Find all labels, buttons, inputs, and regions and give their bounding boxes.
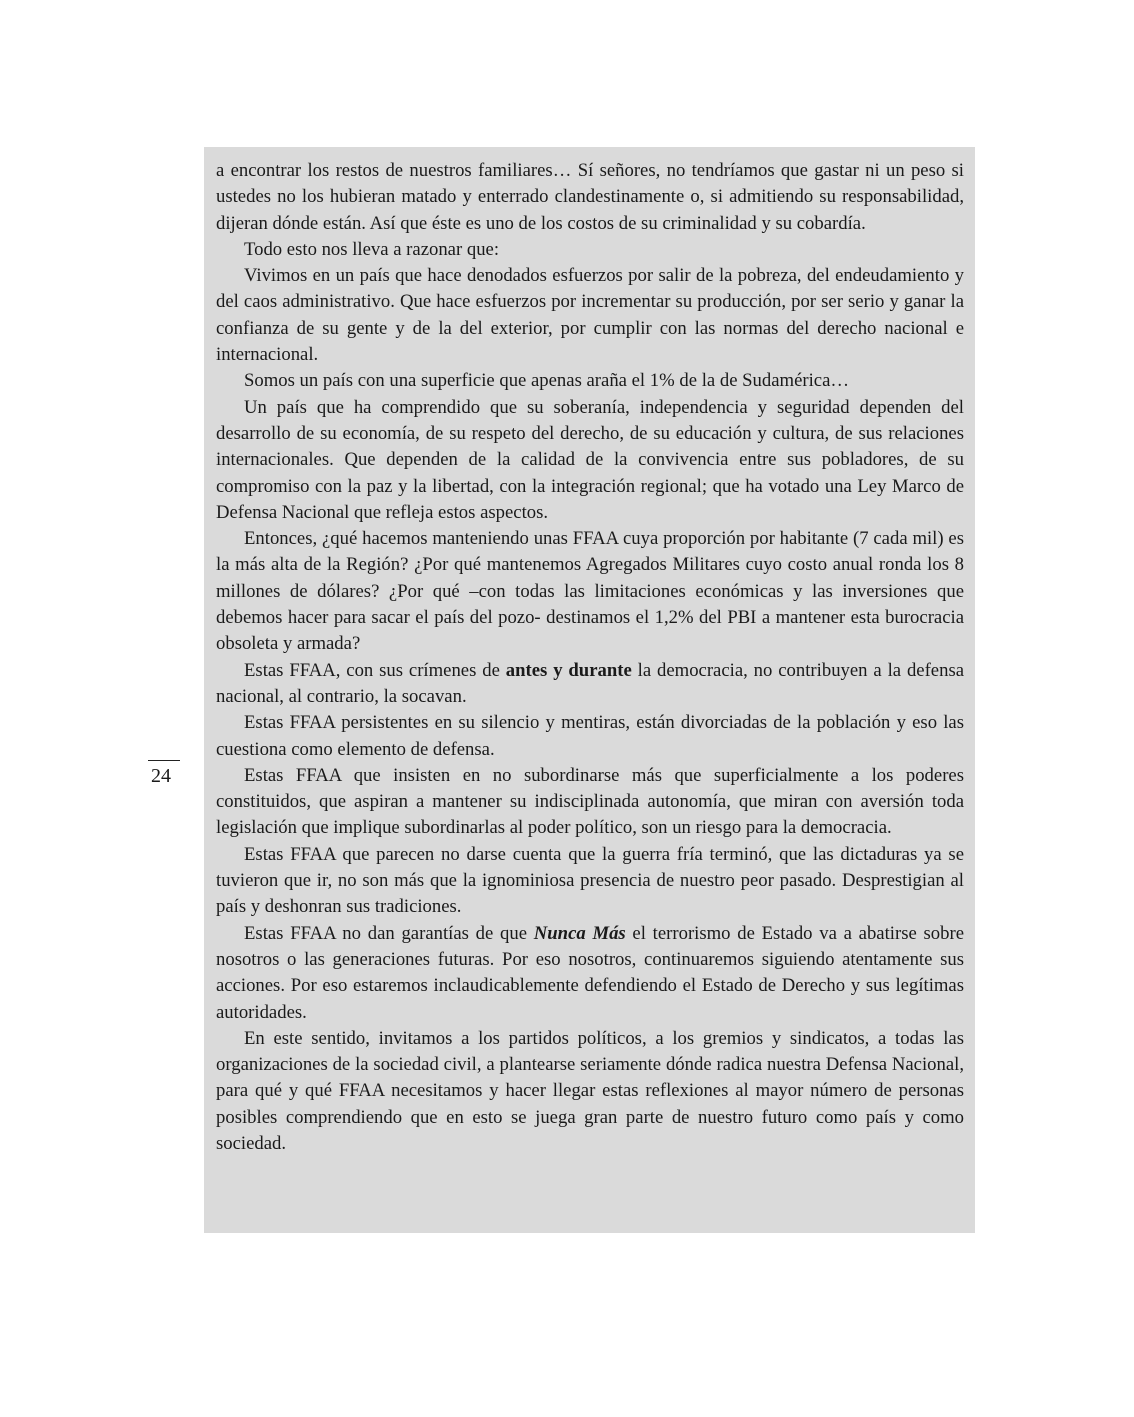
paragraph-5: Un país que ha comprendido que su soberanía, independencia y seguridad dependen del desarrollo de su economía, de su respeto del derecho, de su educación y cultura, de sus relaciones internacionales. Que dependen de la calidad de la convivencia entre sus pobladores, de su compromiso con la paz y la libertad, con la integración regional; que ha votado una Ley Marco de Defensa Nacional que refleja estos aspectos. [216, 396, 964, 523]
paragraph-7-before: Estas FFAA, con sus crímenes de [244, 659, 506, 681]
paragraph-2: Todo esto nos lleva a razonar que: [244, 238, 500, 260]
page-number-rule [148, 760, 180, 761]
paragraph-11 [216, 921, 964, 1026]
paragraph-11-after: el terrorismo de Estado va a abatirse sobre nosotros o las generaciones futuras. Por eso nosotros, continuaremos siguiendo atentamente sus acciones. Por eso estaremos inclaudicablemente defendiendo el Estado de Derecho y sus legítimas autoridades. [216, 922, 965, 1023]
shaded-text-box [204, 147, 975, 1233]
paragraph-11-before: Estas FFAA no dan garantías de que [244, 922, 534, 944]
paragraph-7-after: la democracia, no contribuyen a la defensa nacional, al contrario, la socavan. [216, 659, 965, 707]
paragraph-6: Entonces, ¿qué hacemos manteniendo unas FFAA cuya proporción por habitante (7 cada mil) es la más alta de la Región? ¿Por qué mantenemos Agregados Militares cuyo costo anual ronda los 8 millones de dólares? ¿Por qué –con todas las limitaciones económicas y las inversiones que debemos hacer para sacar el país del pozo- destinamos el 1,2% del PBI a mantener esta burocracia obsoleta y armada? [216, 528, 964, 655]
paragraph-7-emphasis: antes y durante [505, 659, 632, 681]
paragraph-9: Estas FFAA que insisten en no subordinarse más que superficialmente a los poderes constituidos, que aspiran a mantener su indisciplinada autonomía, que miran con aversión toda legislación que implique subordinarlas al poder político, son un riesgo para la democracia. [216, 764, 964, 839]
page-number: 24 [151, 765, 171, 787]
paragraph-7 [216, 658, 964, 711]
paragraph-4: Somos un país con una superficie que apenas araña el 1% de la de Sudamérica… [244, 370, 850, 392]
paragraph-8: Estas FFAA persistentes en su silencio y mentiras, están divorciadas de la población y eso las cuestiona como elemento de defensa. [216, 712, 964, 760]
paragraph-3: Vivimos en un país que hace denodados esfuerzos por salir de la pobreza, del endeudamiento y del caos administrativo. Que hace esfuerzos por incrementar su producción, por ser serio y ganar la confianza de su gente y de la del exterior, por cumplir con las normas del derecho nacional e internacional. [216, 265, 964, 366]
paragraph-11-emphasis: Nunca Más [533, 922, 626, 944]
paragraph-12: En este sentido, invitamos a los partidos políticos, a los gremios y sindicatos, a todas las organizaciones de la sociedad civil, a plantearse seriamente dónde radica nuestra Defensa Nacional, para qué y qué FFAA necesitamos y hacer llegar estas reflexiones al mayor número de personas posibles comprendiendo que en esto se juega gran parte de nuestro futuro como país y como sociedad. [216, 1027, 964, 1154]
paragraph-1: a encontrar los restos de nuestros familiares… Sí señores, no tendríamos que gastar ni un peso si ustedes no los hubieran matado y enterrado clandestinamente o, si admitiendo su responsabilidad, dijeran dónde están. Así que éste es uno de los costos de su criminalidad y su cobardía. [216, 160, 964, 234]
paragraph-10: Estas FFAA que parecen no darse cuenta que la guerra fría terminó, que las dictaduras ya se tuvieron que ir, no son más que la ignominiosa presencia de nuestro peor pasado. Desprestigian al país y deshonran sus tradiciones. [216, 843, 964, 918]
